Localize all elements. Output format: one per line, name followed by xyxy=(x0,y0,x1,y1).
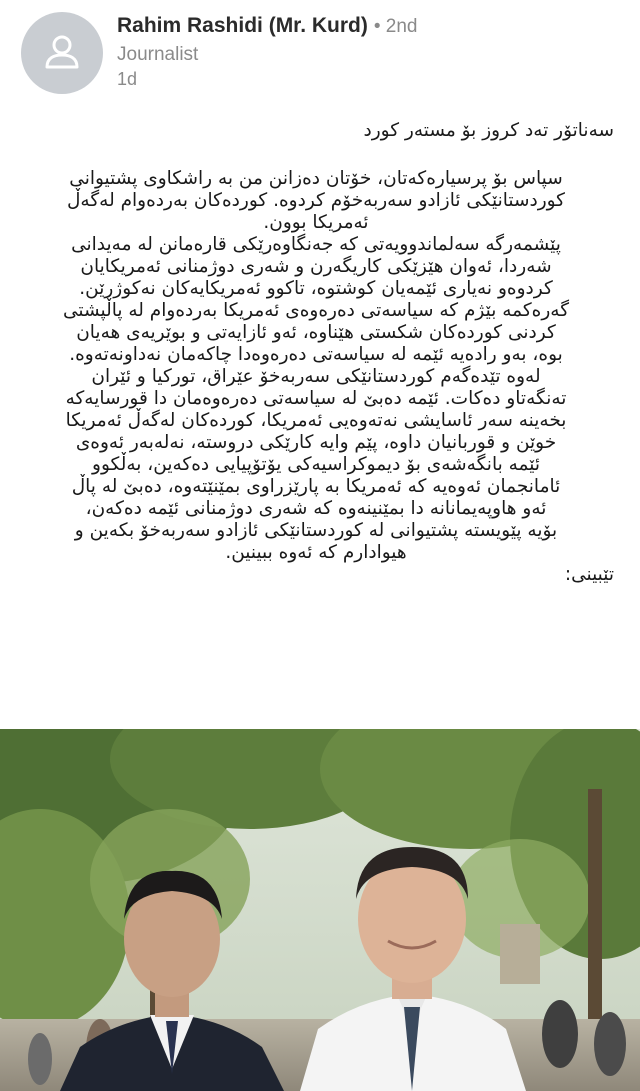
post-line: بوە، بەو رادەیە ئێمە لە سیاسەتی دەرەوەدا چاکەمان نەداونەتەوە. xyxy=(69,344,563,365)
author-name[interactable]: Rahim Rashidi (Mr. Kurd) xyxy=(117,14,368,37)
post-line: کردوەو نەیاری ئێمەیان کوشتوە، تاکوو ئەمریکایەکان نەکوژرێن. xyxy=(79,278,553,299)
post-title: سەناتۆر تەد کروز بۆ مستەر کورد xyxy=(363,120,614,141)
post-line: خوێن و قوربانیان داوە، پێم وایە کارێکی دروستە، نەلەبەر ئەوەی xyxy=(75,432,557,453)
post-line: بۆیە پێویستە پشتیوانی لە کوردستانێکی ئازادو سەربەخۆ بکەین و xyxy=(74,520,558,541)
post-line: ئامانجمان ئەوەیە کە ئەمریکا بە پارێزراوی بمێنێتەوە، دەبێ لە پاڵ xyxy=(71,476,561,497)
post-note-label: تێبینی: xyxy=(564,564,614,585)
post-line: هیوادارم کە ئەوە ببینین. xyxy=(225,542,407,563)
connection-degree: • 2nd xyxy=(373,16,418,37)
post-line: بخەینە سەر ئاسایشی نەتەوەیی ئەمریکا، کوردەکان لەگەڵ ئەمریکا xyxy=(65,410,567,431)
avatar[interactable] xyxy=(21,12,103,94)
post-line: پێشمەرگە سەلماندوویەتی کە جەنگاوەرێکی قارەمانن لە مەیدانی xyxy=(71,234,561,255)
post-timestamp: 1d xyxy=(117,69,138,89)
author-line xyxy=(117,14,418,38)
post-line: ئەو هاوپەیمانانە دا بمێنینەوە کە شەری دوژمنانی ئێمە دەکەن، xyxy=(85,498,547,519)
post-header xyxy=(0,0,640,110)
post-line: سپاس بۆ پرسیارەکەتان، خۆتان دەزانن من بە راشکاوی پشتیوانی xyxy=(69,168,563,189)
post-photo[interactable] xyxy=(0,729,640,1091)
photo-illustration xyxy=(0,729,640,1091)
post-line: تەنگەتاو دەکات. ئێمە دەبێ لە سیاسەتی دەرەوەمان دا قورسایەکە xyxy=(65,388,567,409)
post-body xyxy=(18,112,614,724)
person-icon xyxy=(44,34,80,70)
post-line: ئێمە بانگەشەی بۆ دیموکراسیەکی یۆتۆپیایی دەکەین، بەڵکوو xyxy=(92,454,540,475)
post-line: کوردستانێکی ئازادو سەربەخۆم کردوە. کوردەکان بەردەوام لەگەڵ xyxy=(66,190,565,211)
post-line: لەوە تێدەگەم کوردستانێکی سەربەخۆ عێراق، تورکیا و ئێران xyxy=(91,366,541,387)
post-line: شەردا، ئەوان هێزێکی کاریگەرن و شەری دوژمنانی ئەمریکایان xyxy=(80,256,552,277)
post-line: ئەمریکا بوون. xyxy=(263,212,369,233)
post-line: گەرەکمە بێژم کە سیاسەتی دەرەوەی ئەمریکا بەردەوام لە پاڵپشتی xyxy=(62,300,570,321)
post-line: کردنی کوردەکان شکستی هێناوە، ئەو ئازایەتی و بوێریەی هەیان xyxy=(76,322,556,343)
author-headline: Journalist xyxy=(117,44,199,65)
